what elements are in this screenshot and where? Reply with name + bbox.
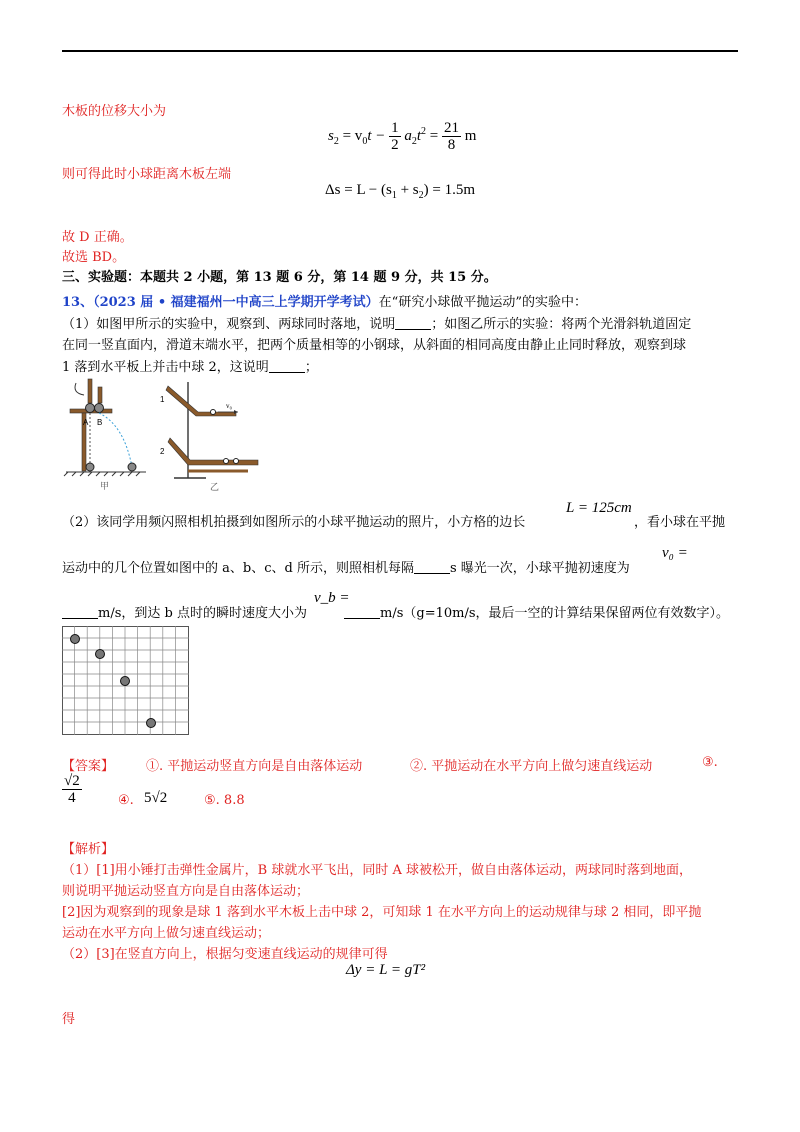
- answer-blank[interactable]: [269, 360, 305, 373]
- equation-delta-s: $\Delta s = L - (s_1 + s_2) = 1.5m$: [325, 182, 476, 201]
- analysis-label: 【解析】: [62, 842, 115, 857]
- part2-line1-end: ，看小球在平抛: [634, 515, 726, 530]
- figure-yi: [158, 378, 268, 493]
- label-b: B: [97, 418, 103, 427]
- label-jia: 甲: [100, 482, 110, 492]
- answer-3-value: $\frac{√2}{4}$: [64, 773, 80, 806]
- strobe-photo-grid: [62, 626, 192, 738]
- text-answer-bd: 故选 BD。: [62, 250, 126, 265]
- analysis-line5: （2）[3]在竖直方向上，根据匀变速直线运动的规律可得: [62, 947, 388, 962]
- answer-blank[interactable]: [344, 606, 380, 619]
- label-yi: 乙: [210, 483, 220, 493]
- section-heading: 三、实验题：本题共 2 小题，第 13 题 6 分，第 14 题 9 分，共 15 分。: [62, 270, 497, 285]
- answer-3: ③.: [702, 755, 718, 770]
- question-intro: 在“研究小球做平抛运动”的实验中：: [378, 295, 587, 310]
- question-source: （2023 届 • 福建福州一中高三上学期开学考试）: [93, 295, 379, 310]
- part1-line3: 1 落到水平板上并击中球 2，这说明 ；: [62, 360, 318, 375]
- answer-label: 【答案】: [62, 759, 115, 774]
- answer-blank[interactable]: [395, 317, 431, 330]
- part2-line2: 运动中的几个位置如图中的 a、b、c、d 所示，则照相机每隔 s 曝光一次，小球平抛初速度为: [62, 561, 630, 576]
- analysis-line2: 则说明平抛运动竖直方向是自由落体运动；: [62, 884, 310, 899]
- answer-2: ②. 平抛运动在水平方向上做匀速直线运动: [410, 759, 653, 774]
- label-one: 1: [160, 395, 165, 404]
- answer-line: [62, 755, 114, 774]
- equation-delta-y: Δy = L = gT²: [346, 962, 426, 978]
- label-v0: v₀: [226, 402, 232, 410]
- answer-4-label: ④.: [118, 793, 134, 808]
- velocity-b-symbol: v_b =: [314, 590, 350, 606]
- ball-position-b: [96, 650, 105, 659]
- analysis-line3: [2]因为观察到的现象是球 1 落到水平木板上击中球 2，可知球 1 在水平方向上的运动规律与球 2 相同，即平抛: [62, 905, 702, 920]
- part1-line1: （1）如图甲所示的实验中，观察到、两球同时落地，说明 ；如图乙所示的实验：将两个光滑斜轨道固定: [62, 317, 692, 332]
- part2-line1: （2）该同学用频闪照相机拍摄到如图所示的小球平抛运动的照片，小方格的边长: [62, 515, 526, 530]
- answer-4-value: 5√2: [144, 790, 168, 806]
- answer-5: ⑤. 8.8: [204, 793, 245, 808]
- ball-position-d: [147, 719, 156, 728]
- label-two: 2: [160, 447, 165, 456]
- answer-1: ①. 平抛运动竖直方向是自由落体运动: [146, 759, 363, 774]
- text-distance-left-end: 则可得此时小球距离木板左端: [62, 167, 232, 182]
- ball-position-c: [121, 677, 130, 686]
- question-13-header: [62, 291, 587, 310]
- label-a: A: [83, 418, 89, 427]
- equation-s2: $s_2 = v_0t$ − $\frac{1}{2}$ $a_2t^2$ = $\frac{21}{8}$ m: [328, 120, 477, 153]
- analysis-line4: 运动在水平方向上做匀速直线运动；: [62, 926, 271, 941]
- question-number: 13、: [62, 295, 94, 310]
- analysis-line6: 得: [62, 1012, 76, 1027]
- grid-side-length: L = 125cm: [566, 500, 632, 516]
- answer-blank[interactable]: [414, 561, 450, 574]
- part1-line2: 在同一竖直面内，滑道末端水平，把两个质量相等的小钢球，从斜面的相同高度由静止止同时释放，观察到球: [62, 338, 687, 353]
- text-board-displacement: 木板的位移大小为: [62, 104, 167, 119]
- analysis-line1: （1）[1]用小锤打击弹性金属片，B 球就水平飞出，同时 A 球被松开，做自由落体运动，两球同时落到地面，: [62, 863, 693, 878]
- ball-position-a: [71, 635, 80, 644]
- answer-blank[interactable]: [62, 606, 98, 619]
- figure-jia: [62, 375, 152, 495]
- part2-line3: m/s，到达 b 点时的瞬时速度大小为: [62, 602, 307, 621]
- initial-velocity-symbol: v₀ =: [662, 545, 688, 561]
- part2-line3-end: m/s（g=10m/s，最后一空的计算结果保留两位有效数字）。: [344, 602, 729, 621]
- header-rule: [62, 50, 738, 52]
- text-d-correct: 故 D 正确。: [62, 230, 133, 245]
